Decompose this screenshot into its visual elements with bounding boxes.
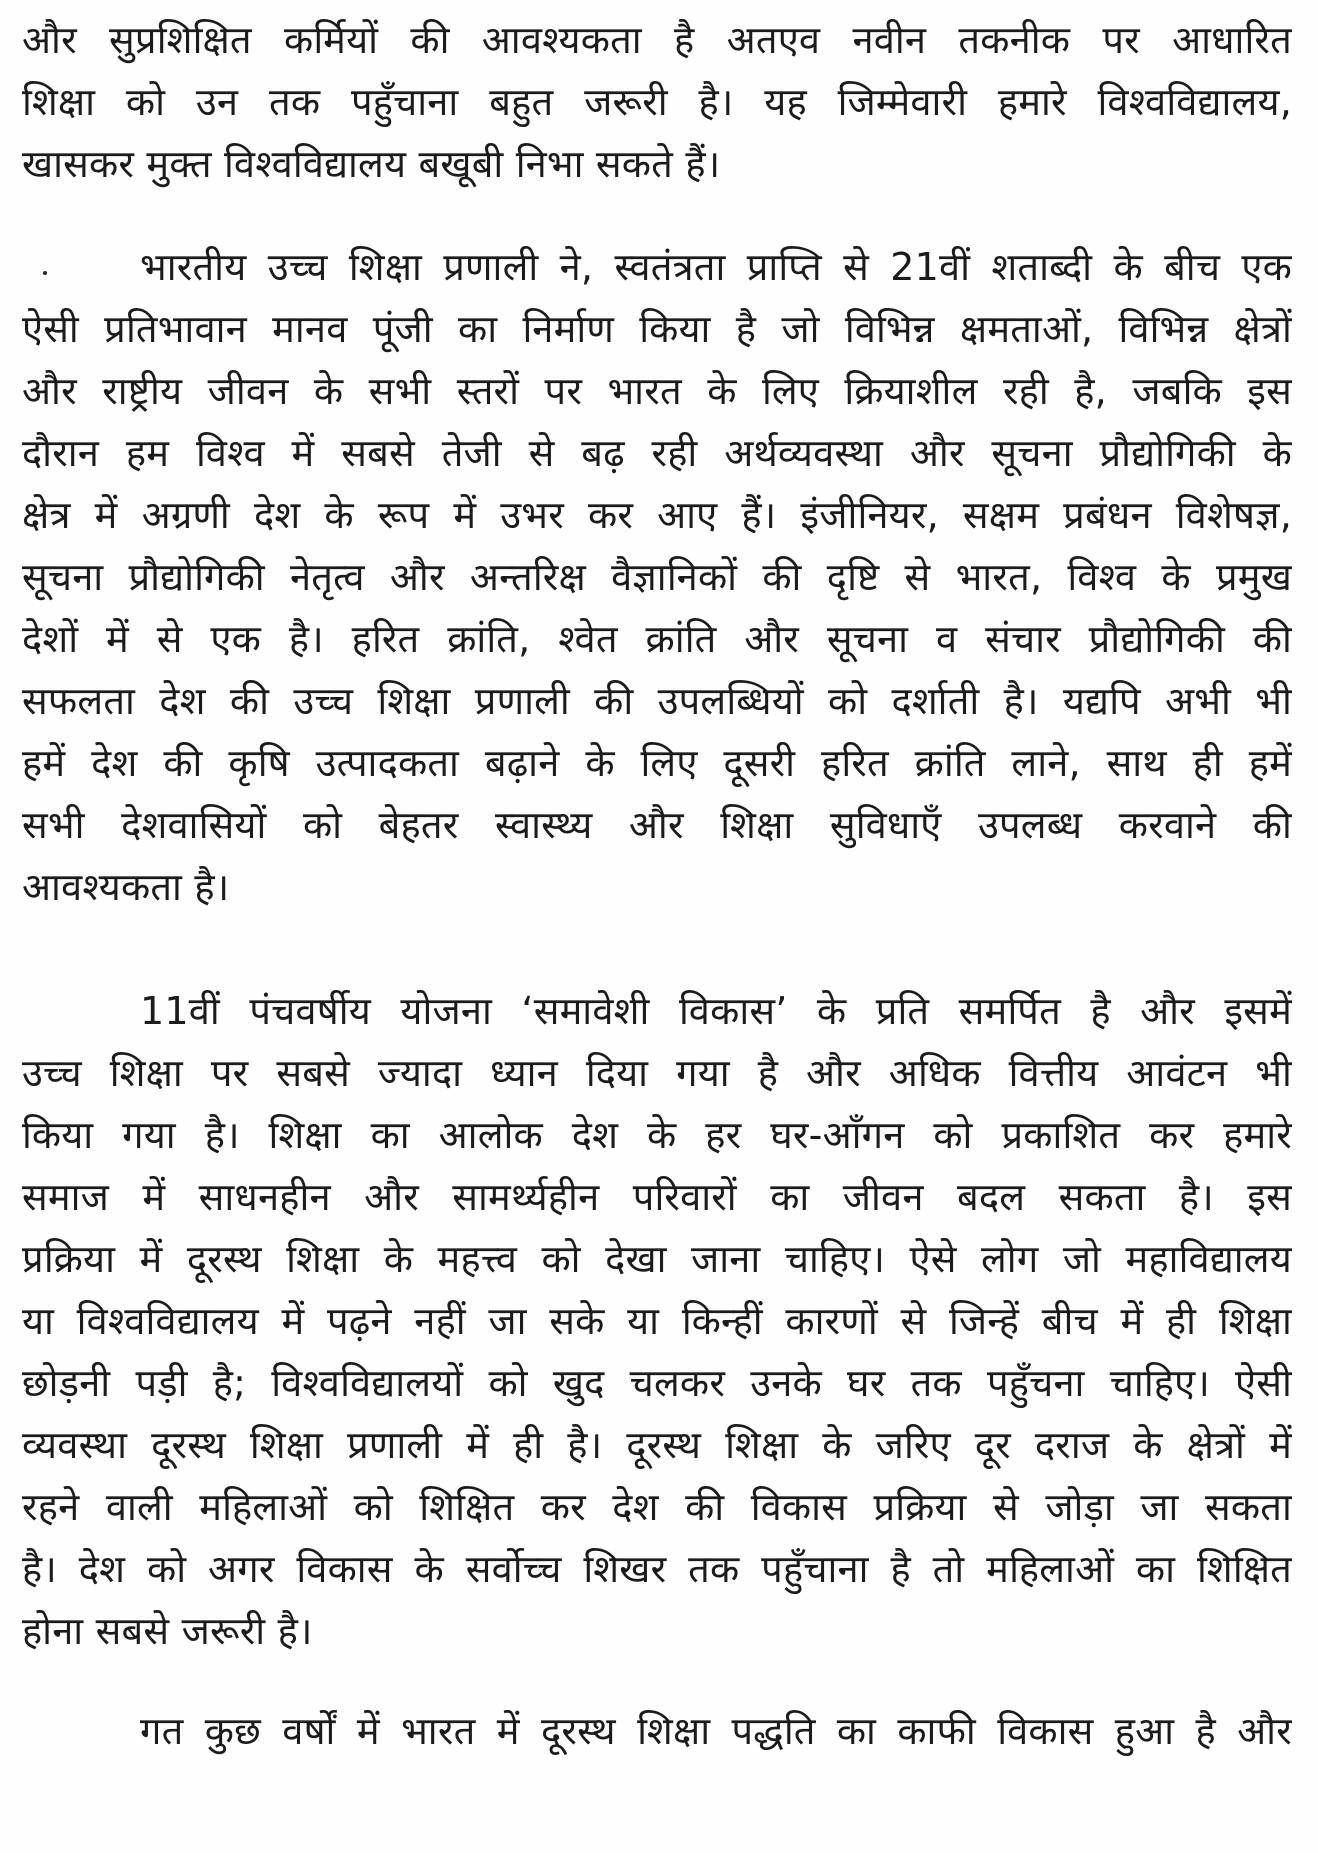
text-line: सभी देशवासियों को बेहतर स्वास्थ्य और शिक्षा सुविधाएँ उपलब्ध करवाने की bbox=[22, 803, 1292, 847]
text-line: क्षेत्र में अग्रणी देश के रूप में उभर कर आए हैं। इंजीनियर, सक्षम प्रबंधन विशेषज्ञ, bbox=[22, 493, 1292, 537]
text-line: सफलता देश की उच्च शिक्षा प्रणाली की उपलब्धियों को दर्शाती है। यद्यपि अभी भी bbox=[22, 679, 1292, 723]
text-line: गत कुछ वर्षों में भारत में दूरस्थ शिक्षा पद्धति का काफी विकास हुआ है और bbox=[140, 1709, 1292, 1753]
print-speck bbox=[43, 271, 47, 275]
text-line: प्रक्रिया में दूरस्थ शिक्षा के महत्त्व को देखा जाना चाहिए। ऐसे लोग जो महाविद्यालय bbox=[22, 1237, 1292, 1281]
text-line: सूचना प्रौद्योगिकी नेतृत्व और अन्तरिक्ष वैज्ञानिकों की दृष्टि से भारत, विश्व के प्रमुख bbox=[22, 555, 1292, 599]
text-line: उच्च शिक्षा पर सबसे ज्यादा ध्यान दिया गया है और अधिक वित्तीय आवंटन भी bbox=[22, 1051, 1292, 1095]
text-line: और राष्ट्रीय जीवन के सभी स्तरों पर भारत के लिए क्रियाशील रही है, जबकि इस bbox=[22, 369, 1292, 413]
text-line: भारतीय उच्च शिक्षा प्रणाली ने, स्वतंत्रता प्राप्ति से 21वीं शताब्दी के बीच एक bbox=[140, 245, 1292, 289]
text-line: होना सबसे जरूरी है। bbox=[22, 1609, 313, 1653]
text-line: या विश्वविद्यालय में पढ़ने नहीं जा सके या किन्हीं कारणों से जिन्हें बीच में ही शिक्षा bbox=[22, 1299, 1292, 1343]
text-line: किया गया है। शिक्षा का आलोक देश के हर घर-आँगन को प्रकाशित कर हमारे bbox=[22, 1113, 1292, 1157]
text-line: 11वीं पंचवर्षीय योजना ‘समावेशी विकास’ के प्रति समर्पित है और इसमें bbox=[140, 989, 1292, 1033]
text-line: समाज में साधनहीन और सामर्थ्यहीन परिवारों का जीवन बदल सकता है। इस bbox=[22, 1175, 1292, 1219]
text-line: है। देश को अगर विकास के सर्वोच्च शिखर तक पहुँचाना है तो महिलाओं का शिक्षित bbox=[22, 1547, 1292, 1591]
text-line: देशों में से एक है। हरित क्रांति, श्वेत क्रांति और सूचना व संचार प्रौद्योगिकी की bbox=[22, 617, 1292, 661]
text-line: ऐसी प्रतिभावान मानव पूंजी का निर्माण किया है जो विभिन्न क्षमताओं, विभिन्न क्षेत्रों bbox=[22, 307, 1292, 351]
text-line: शिक्षा को उन तक पहुँचाना बहुत जरूरी है। यह जिम्मेवारी हमारे विश्वविद्यालय, bbox=[22, 80, 1292, 124]
text-line: दौरान हम विश्व में सबसे तेजी से बढ़ रही अर्थव्यवस्था और सूचना प्रौद्योगिकी के bbox=[22, 431, 1292, 475]
text-line: हमें देश की कृषि उत्पादकता बढ़ाने के लिए दूसरी हरित क्रांति लाने, साथ ही हमें bbox=[22, 741, 1292, 785]
text-line: खासकर मुक्त विश्वविद्यालय बखूबी निभा सकते हैं। bbox=[22, 142, 721, 186]
text-line: आवश्यकता है। bbox=[22, 865, 230, 909]
text-line: रहने वाली महिलाओं को शिक्षित कर देश की विकास प्रक्रिया से जोड़ा जा सकता bbox=[22, 1485, 1292, 1529]
text-line: और सुप्रशिक्षित कर्मियों की आवश्यकता है अतएव नवीन तकनीक पर आधारित bbox=[22, 18, 1292, 62]
text-line: छोड़नी पड़ी है; विश्वविद्यालयों को खुद चलकर उनके घर तक पहुँचना चाहिए। ऐसी bbox=[22, 1361, 1292, 1405]
text-line: व्यवस्था दूरस्थ शिक्षा प्रणाली में ही है। दूरस्थ शिक्षा के जरिए दूर दराज के क्षेत्रों में bbox=[22, 1423, 1292, 1467]
